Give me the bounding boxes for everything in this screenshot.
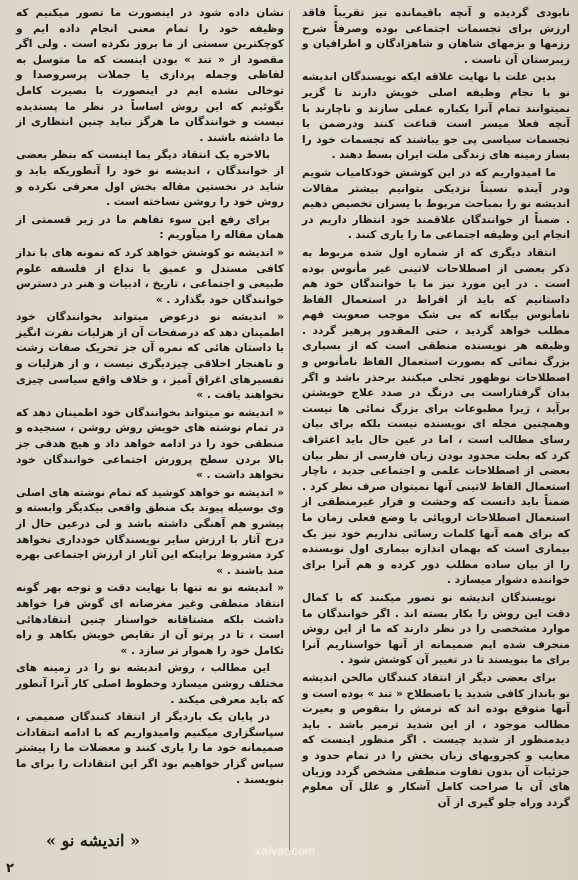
paragraph: ما امیدواریم که در این کوشش خودکامیاب شویم ودر آینده نسبتاً نزدیکی بتوانیم بیشتر مقالات اندیشه نو را بمباحث مربوط با یسران تخصیص دهیم . ضمناً از خوانندگان علاقمند خود انتظار داریم در انجام این وظیفه اجتماعی ما را یاری کنند . — [302, 166, 570, 242]
paragraph: نویسندگان اندیشه نو تصور میکنند که با کمال دقت این روش را بکار بسته اند . اگر خوانندگان ما موارد مشخصی را در نظر دارند که ما از این روش منحرف شده ایم صمیمانه از آنها خواستاریم آنرا برای ما بنویسند تا در تغییر آن کوشش شود . — [302, 591, 570, 667]
paragraph: نشان داده شود در اینصورت ما تصور میکنیم که وظیفه خود را تمام معنی انجام داده ایم و کوچکترین سستی از ما بروز نکرده است . ولی اگر مقصود از « تند » بودن اینست که ما متوسل به لفاظی وجمله پردازی یا جملات پرسروصدا و توخالی نشده ایم در اینصورت با بصیرت کامل بگوئیم که این روش اساساً در نظر ما پسندیده نیست و خوانندگان ما هرگز نباید چنین انتظاری از ما داشته باشند . — [16, 7, 284, 144]
paragraph: « اندیشه نو نه تنها با نهایت دقت و توجه بهر گونه انتقاد منطقی وغیر مغرضانه ای گوش فرا خواهد داشت بلکه مشتاقانه خواستار چنین انتقادهائی است ، تا در پرتو آن از نقایص خویش بکاهد و راه تکامل خود را هموار تر سازد . » — [16, 582, 284, 657]
left-text-column — [16, 6, 284, 790]
paragraph: در پایان یک باردیگر از انتقاد کنندگان صمیمی ، سپاسگزاری میکنیم وامیدواریم که با ادامه انتقادات صمیمانه خود ما را یاری کنند و معضلات ما را پیشتر سپاس گزار خواهیم بود اگر این انتقادات را برای ما بنویسند . — [16, 711, 284, 786]
paragraph: « اندیشه نو میتواند بخوانندگان خود اطمینان دهد که در تمام نوشته های خویش روش روشن ، سنجیده و منطقی خود را در ادامه خواهد داد و هیچ هدفی جز بالا بردن سطح پرورش اجتماعی خوانندگان خود نخواهد داشت . » — [16, 406, 284, 482]
signature-andishe-no: « اندیشه نو » — [46, 831, 141, 850]
paragraph: این مطالب ، روش اندیشه نو را در زمینه های مختلف روشن میسازد وخطوط اصلی کار آنرا آنطور که باید معرفی میکند . — [16, 662, 284, 706]
watermark: xalvat.com — [255, 844, 316, 858]
paragraph: برای بعضی دیگر از انتقاد کنندگان مالحن اندیشه نو بانداز کافی شدید یا باصطلاح « تند » بوده است و آنها متوقع بوده اند که ترمش را بنقوص و بعیرت مطالب موجود ، از این شدید ترمیر باشد . باید دیدمنظور از شدید چیست . اگر منظور اینست که معایب و کجرویهای زبان بخش را در تمام حدود و جزئیات آن بدون تفاوت منطقی مشخص گردد وزیان های آن با صراحت کامل آشکار و علل آن معلوم گردد وراه جلو گیری از آن — [302, 671, 570, 809]
paragraph: بدین علت با نهایت علاقه ایکه نویسندگان اندیشه نو با نجام وظیفه اصلی خویش دارند نا گزیر نمیتوانند تمام آنرا یکباره عملی سازند و ناچارند با آنچه فعلا میسر است قناعت کنند ودرضمن با تجسمات سیاسی پی جو یباشند که تجسمات خود را بساز رمینه های زندگی ملت ایران بسط دهند . — [302, 71, 570, 162]
page-number: ۲ — [6, 861, 14, 876]
right-text-column — [302, 6, 570, 813]
paragraph: « اندیشه نو درعوض میتواند بخوانندگان خود اطمینان دهد که درصفحات آن از هزلیات نفرت انگیز یا داستان هائی که نمره آن جز تحریک صفات زشت و ناهنجار اخلاقی چیزدیگری نیست ، و از هزلیات و تفسیرهای اغراق آمیز ، و خلاف واقع سیاسی چیزی نخواهند یافت . » — [16, 311, 284, 402]
paragraph: « اندیشه نو خواهد کوشید که تمام نوشته های اصلی وی بوسیله پیوند یک منطق واقعی بیکدیگر وابسته و پیشرو هم آهنگی داشته باشد و لی درعین حال از درج آثار با ارزش سایر نویسندگان خودداری نخواهد کرد مشروط براینکه این آثار از ارزش اجتماعی بهره مند باشند . » — [16, 486, 284, 577]
paragraph: بالاخره یک انتقاد دیگر بما اینست که بنظر بعضی از خوانندگان ، اندیشه نو خود را آنطوریکه باید و شاید در نخستین مقاله بخش اول معرفی نکرده و روش خود را روشن نساخته است . — [16, 149, 284, 209]
paragraph: انتقاد دیگری که از شماره اول شده مربوط به ذکر بعضی از اصطلاحات لاتینی غیر مأنوس بوده است . در این مورد نیز ما با خوانندگان خود هم داستانیم که باید از افراط در استعمال الفاظ نامأنوس بیگانه که بی شک موجب صعوبت فهم مطلب خواهد گردید ، حتی المقدور پرهیز گردد . وظیفه هر نویسنده منطقی است که از بسیاری بزرگ نمائی که بصورت استعمال الفاظ نامأنوس و اصطلاحات نوظهور تجلی میکنند برحذر باشد و اگر بدان گرفتاراست بی درنگ در صدد علاج خویشتن برآید ، زیرا مطبوعات برای بزرگ نمائی ها نیست وهمچنین مجله ای نویسنده نیست بلکه برای بیان رسای مطالب است ، اما در عین حال باید اعتراف کرد که بعلت محدود بودن زبان فارسی از نظر بیان بعضی از اصطلاحات علمی و اجتماعی جدید ، ناچار استعمال الفاظ لاتینی آنها نمیتوان صرف نظر کرد . ضمناً باید دانست که وحشت و فرار غیرمنطقی از استعمال اصطلاحات اروپائی با وضع فعلی زمان ما که برای همه آنها کلمات رسائی نداریم خود نیز یک بیماری است که بهمان اندازه بیماری اول نویسنده را از بیان ساده مطلب دور کرده و هم آنرا برای خواننده دشوار میسازد . — [302, 246, 570, 587]
column-divider — [289, 10, 290, 850]
paragraph: نابودی گردیده و آنچه باقیمانده نیز تقریباً فاقد ارزش برای تجسمات اجتماعی بوده وصرفاً شرح رزمها و بزمهای شاهان و شاهزادگان و اطرافیان و زیبرستان آن ناست . — [302, 7, 570, 66]
paragraph: « اندیشه نو کوشش خواهد کرد که نمونه های با نداز کافی مستدل و عمیق یا نداع از فلسفه علوم طبیعی و اجتماعی ، تاریخ ، ادبیات و هنر در دسترس خوانندگان خود بگذارد . » — [16, 246, 284, 306]
paragraph: برای رفع این سوء تفاهم ما در زیر قسمتی از همان مقاله را میآوریم : — [16, 213, 284, 242]
